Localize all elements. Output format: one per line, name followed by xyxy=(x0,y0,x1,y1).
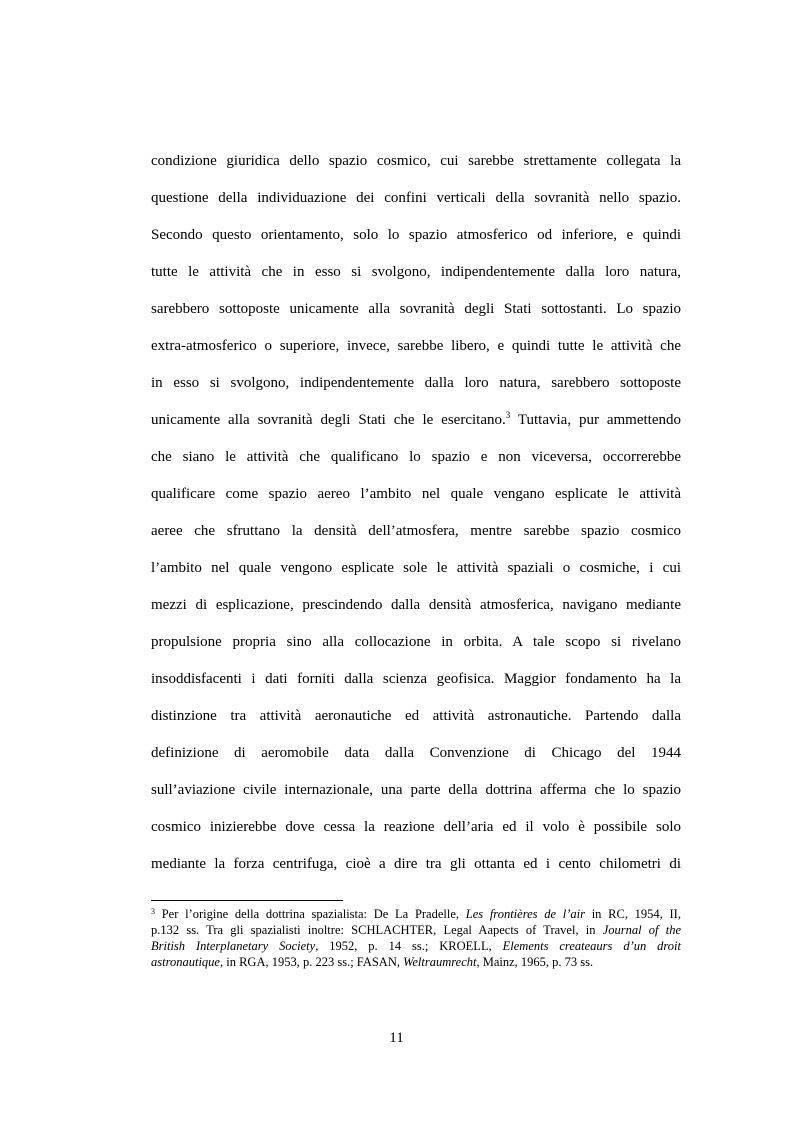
text-line: definizione di aeromobile data dalla Convenzione di Chicago del 1944 xyxy=(151,745,681,761)
text-line: mezzi di esplicazione, prescindendo dalla densità atmosferica, navigano mediante xyxy=(151,597,681,613)
text-line: tutte le attività che in esso si svolgono, indipendentemente dalla loro natura, xyxy=(151,264,681,280)
footnote-line xyxy=(151,922,681,938)
text-line: questione della individuazione dei confini verticali della sovranità nello spazio. xyxy=(151,190,681,206)
text-segment-italic: Elements createaurs d’un droit xyxy=(502,939,682,953)
footnote-line xyxy=(151,906,681,922)
text-line: distinzione tra attività aeronautiche ed attività astronautiche. Partendo dalla xyxy=(151,708,681,724)
text-segment: p.132 ss. Tra gli spazialisti inoltre: SCHLACHTER, Legal Aapects of Travel, in xyxy=(151,923,603,937)
text-segment: , 1952, p. 14 ss.; KROELL, xyxy=(315,939,503,953)
body-text xyxy=(151,143,681,883)
text-segment-italic: Weltraumrecht xyxy=(403,955,477,969)
text-segment-italic: British Interplanetary Society xyxy=(151,939,316,953)
text-segment: Per l’origine della dottrina spazialista: De La Pradelle, xyxy=(155,907,466,921)
text-line: insoddisfacenti i dati forniti dalla scienza geofisica. Maggior fondamento ha la xyxy=(151,671,681,687)
text-segment: Tuttavia, pur ammettendo xyxy=(510,412,681,428)
text-line: cosmico inizierebbe dove cessa la reazione dell’aria ed il volo è possibile solo xyxy=(151,819,681,835)
text-line: qualificare come spazio aereo l’ambito nel quale vengano esplicate le attività xyxy=(151,486,681,502)
text-segment-italic: astronautique, xyxy=(151,955,224,969)
text-segment-italic: Journal of the xyxy=(602,923,681,937)
text-line: l’ambito nel quale vengono esplicate sole le attività spaziali o cosmiche, i cui xyxy=(151,560,681,576)
text-line: extra-atmosferico o superiore, invece, sarebbe libero, e quindi tutte le attività che xyxy=(151,338,681,354)
text-segment: in RGA, 1953, p. 223 ss.; FASAN, xyxy=(223,955,404,969)
footnote-marker: 3 xyxy=(151,907,155,916)
text-segment: unicamente alla sovranità degli Stati che le esercitano. xyxy=(151,412,506,428)
text-line-with-footnote xyxy=(151,402,681,439)
footnote-line xyxy=(151,954,681,970)
page-number: 11 xyxy=(389,1030,404,1046)
text-line: aeree che sfruttano la densità dell’atmosfera, mentre sarebbe spazio cosmico xyxy=(151,523,681,539)
footnote xyxy=(151,906,681,970)
text-line: mediante la forza centrifuga, cioè a dire tra gli ottanta ed i cento chilometri di xyxy=(151,856,681,872)
text-segment: , Mainz, 1965, p. 73 ss. xyxy=(476,955,594,969)
text-line: propulsione propria sino alla collocazione in orbita. A tale scopo si rivelano xyxy=(151,634,681,650)
footnote-separator xyxy=(151,900,343,901)
text-segment-italic: Les frontières de l’air xyxy=(465,907,585,921)
footnote-reference: 3 xyxy=(505,410,511,420)
text-line: in esso si svolgono, indipendentemente dalla loro natura, sarebbero sottoposte xyxy=(151,375,681,391)
text-line: condizione giuridica dello spazio cosmico, cui sarebbe strettamente collegata la xyxy=(151,153,681,169)
text-line: che siano le attività che qualificano lo spazio e non viceversa, occorrerebbe xyxy=(151,449,681,465)
footnote-line xyxy=(151,938,681,954)
text-segment: in RC, 1954, II, xyxy=(584,907,681,921)
text-line: Secondo questo orientamento, solo lo spazio atmosferico od inferiore, e quindi xyxy=(151,227,681,243)
text-line: sull’aviazione civile internazionale, una parte della dottrina afferma che lo spazio xyxy=(151,782,681,798)
text-line: sarebbero sottoposte unicamente alla sovranità degli Stati sottostanti. Lo spazio xyxy=(151,301,681,317)
